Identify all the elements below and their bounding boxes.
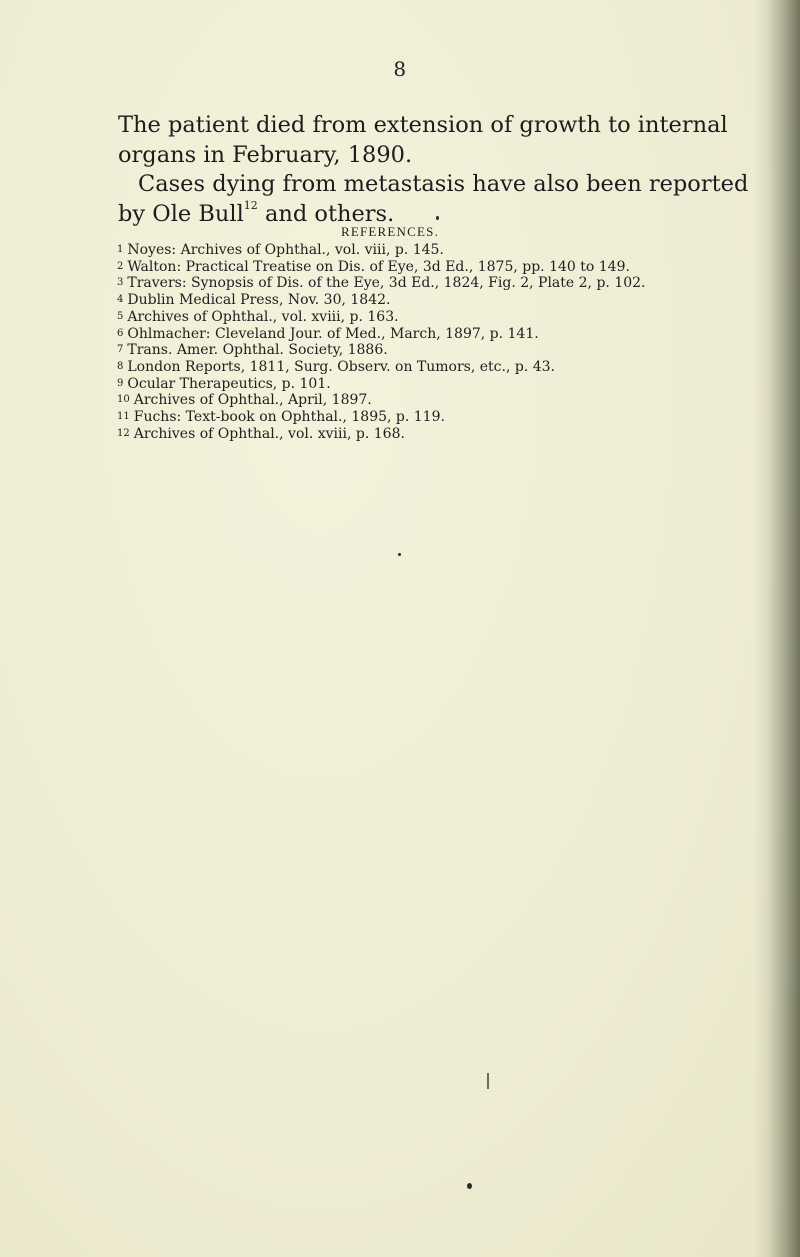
references-list (117, 242, 757, 442)
paper-speck (467, 1183, 472, 1189)
reference-text: Trans. Amer. Ophthal. Society, 1886. (127, 342, 388, 359)
reference-text: Walton: Practical Treatise on Dis. of Eye, 3d Ed., 1875, pp. 140 to 149. (127, 258, 630, 275)
reference-item (117, 309, 757, 326)
reference-number: 2 (117, 260, 124, 272)
reference-text: Dublin Medical Press, Nov. 30, 1842. (127, 292, 391, 309)
reference-number: 8 (117, 360, 124, 372)
reference-number: 6 (117, 327, 124, 339)
reference-number: 4 (117, 294, 124, 306)
page-spine-shadow (754, 0, 800, 1257)
reference-item (117, 259, 757, 276)
reference-number: 5 (117, 310, 124, 322)
reference-text: Archives of Ophthal., vol. xviii, p. 163. (127, 308, 399, 325)
reference-text: Ocular Therapeutics, p. 101. (127, 375, 331, 392)
paper-speck (398, 553, 401, 556)
paragraph-2 (118, 170, 758, 229)
reference-item (117, 376, 757, 393)
reference-item (117, 292, 757, 309)
footnote-ref-12: 12 (243, 198, 258, 212)
paper-mark (487, 1073, 489, 1089)
paragraph-2-tail: and others. (257, 200, 395, 227)
reference-text: Archives of Ophthal., vol. xviii, p. 168. (133, 425, 405, 442)
reference-item (117, 242, 757, 259)
reference-text: Ohlmacher: Cleveland Jour. of Med., March, 1897, p. 141. (127, 325, 539, 342)
reference-text: Travers: Synopsis of Dis. of the Eye, 3d Ed., 1824, Fig. 2, Plate 2, p. 102. (127, 275, 646, 292)
reference-number: 9 (117, 377, 124, 389)
reference-number: 11 (117, 411, 130, 423)
reference-item (117, 326, 757, 343)
body-text (118, 111, 758, 229)
reference-text: Noyes: Archives of Ophthal., vol. viii, p. 145. (127, 242, 444, 258)
reference-item (117, 342, 757, 359)
references-heading: REFERENCES. (340, 224, 440, 239)
page-number: 8 (393, 57, 407, 81)
paper-speck (436, 216, 439, 220)
reference-item (117, 392, 757, 409)
reference-text: Archives of Ophthal., April, 1897. (133, 392, 372, 409)
reference-item (117, 359, 757, 376)
reference-item (117, 409, 757, 426)
reference-item (117, 426, 757, 443)
reference-number: 1 (117, 244, 124, 255)
paragraph-1: The patient died from extension of growth to internal organs in February, 1890. (118, 112, 728, 168)
reference-number: 7 (117, 344, 124, 356)
reference-number: 3 (117, 277, 124, 289)
reference-number: 12 (117, 427, 130, 439)
reference-number: 10 (117, 394, 130, 406)
reference-item (117, 275, 757, 292)
reference-text: Fuchs: Text-book on Ophthal., 1895, p. 119. (133, 409, 445, 426)
paragraph-2-text: Cases dying from metastasis have also been reported by Ole Bull (118, 171, 749, 227)
reference-text: London Reports, 1811, Surg. Observ. on Tumors, etc., p. 43. (127, 358, 555, 375)
